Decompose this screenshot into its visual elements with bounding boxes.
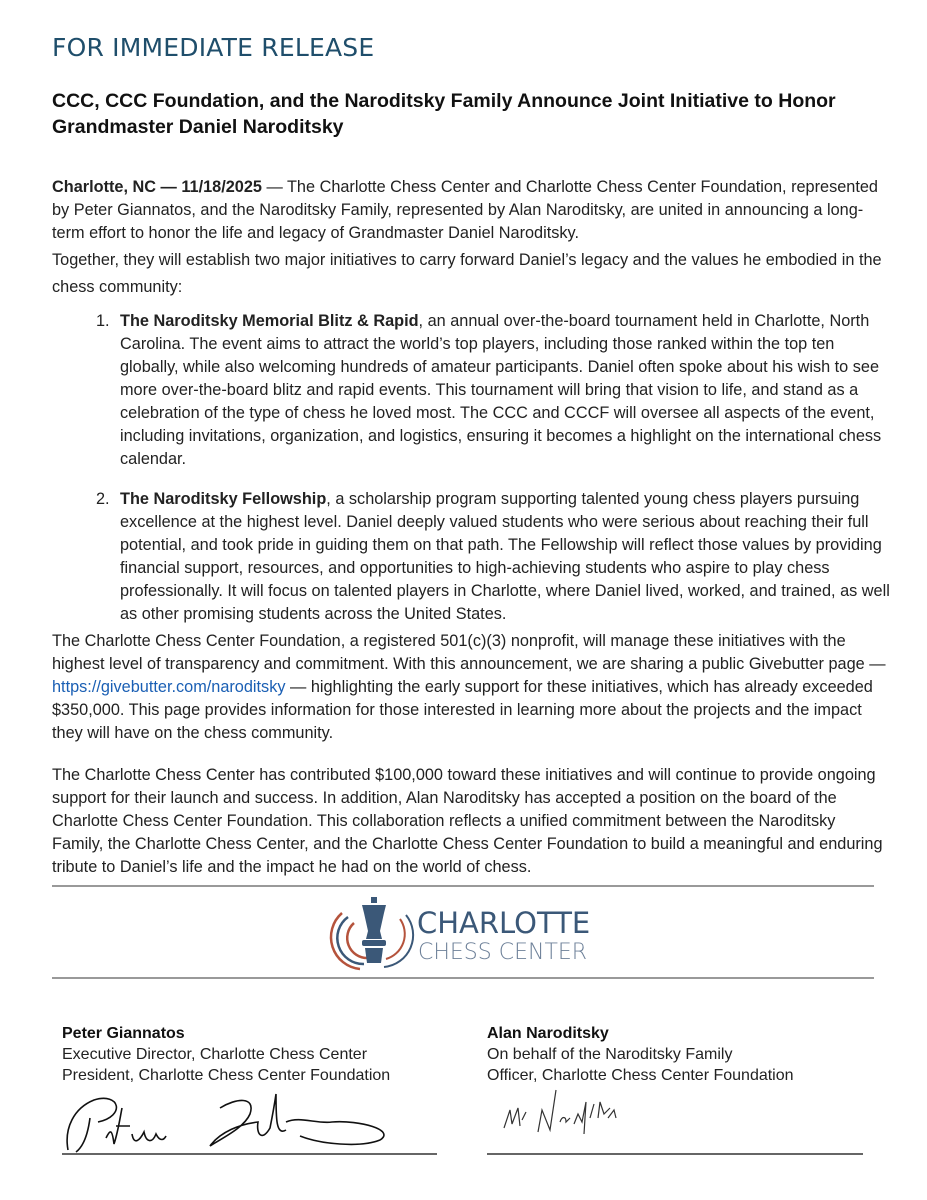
initiative-item-1: 1. The Naroditsky Memorial Blitz & Rapid, an annual over-the-board tournament held in Charlotte, North Carolina. The event aims to attract the world’s top players, including those ranked within the top ten globally, while also welcoming hundreds of amateur participants. Daniel often spoke about his wish to see more over-the-board blitz and rapid events. This tournament will bring that vision to life, and stand as a celebration of the type of chess he loved most. The CCC and CCCF will oversee all aspects of the event, including invitations, organization, and logistics, ensuring it becomes a highlight on the international chess calendar. bbox=[96, 312, 882, 468]
release-label: FOR IMMEDIATE RELEASE bbox=[52, 33, 375, 62]
initiative-title: The Naroditsky Memorial Blitz & Rapid bbox=[120, 312, 419, 330]
givebutter-link[interactable]: https://givebutter.com/naroditsky bbox=[52, 678, 286, 696]
signatory-naroditsky: Alan Naroditsky On behalf of the Naroditsky Family Officer, Charlotte Chess Center Foundation bbox=[487, 1025, 794, 1084]
headline: CCC, CCC Foundation, and the Naroditsky Family Announce Joint Initiative to Honor Grandmaster Daniel Naroditsky bbox=[52, 90, 836, 138]
intro-paragraph: Charlotte, NC — 11/18/2025 — The Charlotte Chess Center and Charlotte Chess Center Foundation, represented by Peter Giannatos, and the Naroditsky Family, represented by Alan Naroditsky, are united in announcing a long-term effort to honor the life and legacy of Grandmaster Daniel Naroditsky. bbox=[52, 178, 878, 242]
signature-naroditsky bbox=[500, 1088, 680, 1148]
signature-line-naroditsky bbox=[487, 1153, 863, 1155]
signature-line-giannatos bbox=[62, 1153, 437, 1155]
svg-text:CHESS CENTER: CHESS CENTER bbox=[418, 940, 588, 965]
charlotte-chess-center-logo bbox=[320, 893, 620, 973]
foundation-paragraph: The Charlotte Chess Center Foundation, a registered 501(c)(3) nonprofit, will manage these initiatives with the highest level of transparency and commitment. With this announcement, we are sharing a public Givebutter page — https://givebutter.com/naroditsky — highlighting the early support for these initiatives, which has already exceeded $350,000. This page provides information for those interested in learning more about the projects and the impact they will have on the chess community. bbox=[52, 632, 886, 742]
initiative-title: The Naroditsky Fellowship bbox=[120, 490, 327, 508]
svg-text:CHARLOTTE: CHARLOTTE bbox=[417, 906, 591, 940]
chess-king-icon bbox=[320, 893, 620, 973]
signature-giannatos bbox=[60, 1088, 420, 1158]
initiatives-intro: Together, they will establish two major initiatives to carry forward Daniel’s legacy and the values he embodied in the chess community: bbox=[52, 251, 882, 296]
divider-top bbox=[52, 885, 874, 887]
signatory-giannatos: Peter Giannatos Executive Director, Charlotte Chess Center President, Charlotte Chess Center Foundation bbox=[62, 1025, 391, 1084]
contribution-paragraph: The Charlotte Chess Center has contributed $100,000 toward these initiatives and will continue to provide ongoing support for their launch and success. In addition, Alan Naroditsky has accepted a position on the board of the Charlotte Chess Center Foundation. This collaboration reflects a unified commitment between the Naroditsky Family, the Charlotte Chess Center, and the Charlotte Chess Center Foundation to build a meaningful and enduring tribute to Daniel’s life and the impact he had on the world of chess. bbox=[52, 766, 883, 876]
initiative-item-2: 2. The Naroditsky Fellowship, a scholarship program supporting talented young chess players pursuing excellence at the highest level. Daniel deeply valued students who were serious about reaching their full potential, and took pride in guiding them on that path. The Fellowship will reflect those values by providing financial support, resources, and opportunities to high-achieving students who aspire to play chess professionally. It will focus on talented players in Charlotte, where Daniel lived, worked, and trained, as well as other promising students across the United States. bbox=[96, 490, 890, 623]
divider-bottom bbox=[52, 977, 874, 979]
dateline: Charlotte, NC — 11/18/2025 bbox=[52, 178, 262, 196]
